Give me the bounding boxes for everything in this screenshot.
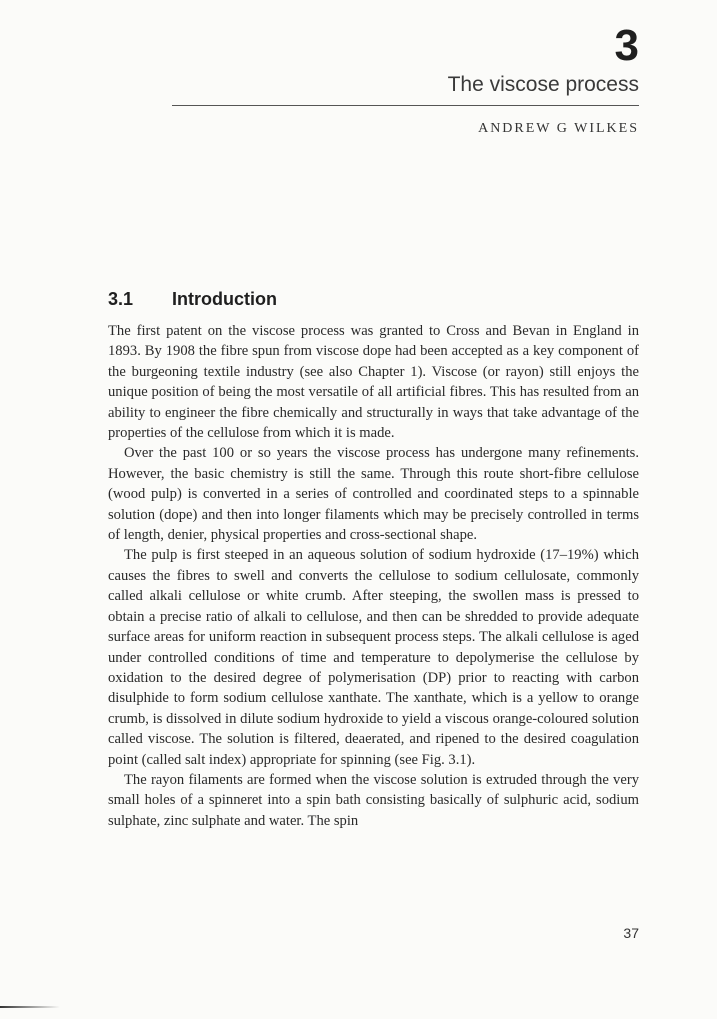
paragraph: The rayon filaments are formed when the viscose solution is extruded through the very small holes of a spinneret into a spin bath consisting basically of sulphuric acid, sodium sulphate, zinc sulphate and water. The spin (108, 771, 639, 829)
paragraph: The first patent on the viscose process was granted to Cross and Bevan in England in 1893. By 1908 the fibre spun from viscose dope had been accepted as a key component of the burgeoning textile industry (see also Chapter 1). Viscose (or rayon) still enjoys the unique position of being the most versatile of all artificial fibres. This has resulted from an ability to engineer the fibre chemically and structurally in ways that take advantage of the properties of the cellulose from which it is made. (108, 323, 639, 442)
page-number: 37 (623, 925, 639, 941)
scan-mark (0, 1006, 60, 1008)
chapter-number: 3 (614, 21, 639, 70)
section-heading (108, 288, 277, 310)
section-number: 3.1 (108, 289, 134, 309)
chapter-title: The viscose process (447, 73, 639, 96)
paragraph: The pulp is first steeped in an aqueous solution of sodium hydroxide (17–19%) which causes the fibres to swell and converts the cellulose to sodium cellulosate, commonly called alkali cellulose or white crumb. After steeping, the swollen mass is pressed to obtain a precise ratio of alkali to cellulose, and then can be shredded to provide adequate surface areas for uniform reaction in subsequent process steps. The alkali cellulose is aged under controlled conditions of time and temperature to depolymerise the cellulose by oxidation to the desired degree of polymerisation (DP) prior to reacting with carbon disulphide to form sodium cellulose xanthate. The xanthate, which is a yellow to orange crumb, is dissolved in dilute sodium hydroxide to yield a viscous orange-coloured solution called viscose. The solution is filtered, deaerated, and ripened to the desired coagulation point (called salt index) appropriate for spinning (see Fig. 3.1). (108, 547, 639, 768)
section-title: Introduction (172, 289, 277, 309)
title-rule (172, 105, 639, 106)
author-name: ANDREW G WILKES (478, 121, 639, 136)
body-text (108, 321, 639, 831)
paragraph: Over the past 100 or so years the viscose process has undergone many refinements. However, the basic chemistry is still the same. Through this route short-fibre cellulose (wood pulp) is converted in a series of controlled and coordinated steps to a spinnable solution (dope) and then into longer filaments which may be precisely controlled in terms of length, denier, physical properties and cross-sectional shape. (108, 445, 639, 544)
